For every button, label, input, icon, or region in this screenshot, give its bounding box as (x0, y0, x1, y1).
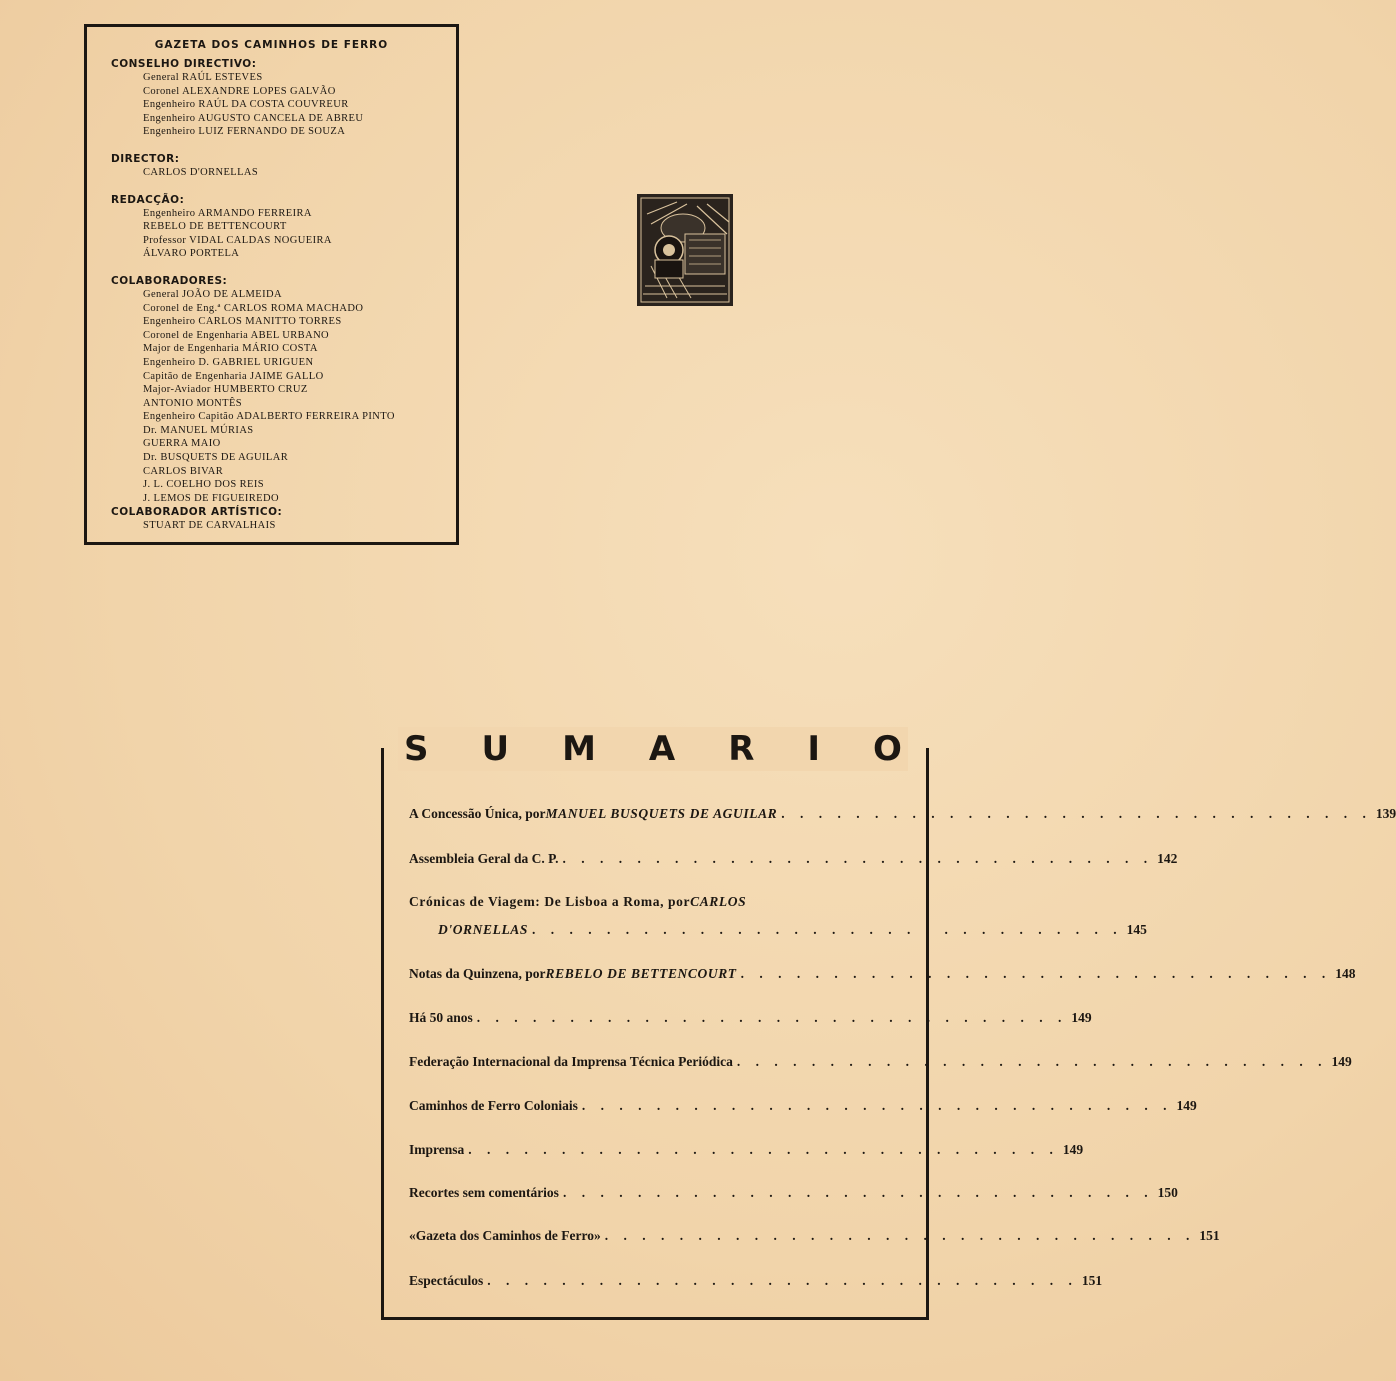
staff-name: Engenheiro RAÚL DA COSTA COUVREUR (143, 99, 349, 111)
staff-name: Major de Engenharia MÁRIO COSTA (143, 343, 318, 355)
sumario-letter: O (873, 729, 902, 769)
toc-leader: . . . . . . . . . . . . . . . . . . . . . . . . . . . . . . . . (781, 806, 1372, 821)
colaborador-artistico-heading: COLABORADOR ARTÍSTICO: (111, 506, 283, 519)
toc-leader: . . . . . . . . . . . . . . . . . . . . . . . . . . . . . . . . (468, 1142, 1059, 1157)
toc-entry[interactable] (409, 806, 1396, 822)
sumario-letter: A (648, 729, 676, 769)
sumario-letter: I (807, 729, 821, 769)
staff-name: STUART DE CARVALHAIS (143, 520, 276, 532)
staff-name: Major-Aviador HUMBERTO CRUZ (143, 384, 308, 396)
toc-page: 139 (1375, 806, 1396, 821)
toc-entry[interactable] (409, 1098, 1197, 1114)
toc-entry[interactable] (409, 1185, 1178, 1201)
toc-entry[interactable] (409, 1273, 1103, 1289)
staff-name: Engenheiro AUGUSTO CANCELA DE ABREU (143, 112, 364, 124)
toc-page: 149 (1062, 1142, 1084, 1157)
toc-entry[interactable] (409, 1010, 1092, 1026)
toc-page: 149 (1071, 1010, 1092, 1025)
staff-name: General JOÃO DE ALMEIDA (143, 288, 282, 300)
toc-title: Há 50 anos (409, 1010, 473, 1025)
toc-title: Federação Internacional da Imprensa Técnica Periódica (409, 1054, 733, 1069)
toc-title: Crónicas de Viagem: De Lisboa a Roma, por (409, 894, 691, 909)
toc-leader: . . . . . . . . . . . . . . . . . . . . . . . . . . . . . . . . (740, 966, 1332, 981)
redaccao-heading: REDACÇÃO: (111, 193, 185, 206)
staff-name: Engenheiro ARMANDO FERREIRA (143, 207, 312, 219)
sumario-title (398, 727, 908, 771)
toc-leader: . . . . . . . . . . . . . . . . . . . . . . . . . . . . . . . . (736, 1054, 1328, 1069)
staff-name: J. LEMOS DE FIGUEIREDO (143, 492, 279, 504)
staff-name: Coronel de Engenharia ABEL URBANO (143, 329, 330, 341)
toc-entry[interactable] (409, 1228, 1220, 1244)
toc-entry-continued[interactable] (438, 922, 1147, 938)
staff-name: Engenheiro D. GABRIEL URIGUEN (143, 356, 314, 368)
toc-page: 145 (1126, 922, 1147, 937)
sumario-letter: S (404, 729, 429, 769)
sumario-letter: M (562, 729, 596, 769)
toc-page: 151 (1199, 1228, 1220, 1243)
toc-leader: . . . . . . . . . . . . . . . . . . . . . . . . . . . . . . . . (487, 1273, 1078, 1288)
artistico-list (143, 519, 456, 533)
conselho-list (143, 71, 456, 139)
staff-name: CARLOS D'ORNELLAS (143, 166, 259, 178)
staff-name: Engenheiro Capitão ADALBERTO FERREIRA PINTO (143, 411, 395, 423)
toc-title: Imprensa (409, 1142, 465, 1157)
conselho-heading: CONSELHO DIRECTIVO: (111, 58, 257, 70)
staff-name: Dr. MANUEL MÚRIAS (143, 424, 254, 436)
toc-title: Caminhos de Ferro Coloniais (409, 1098, 578, 1113)
toc-entry[interactable] (409, 851, 1178, 867)
director-list (143, 166, 456, 180)
toc-leader: . . . . . . . . . . . . . . . . . . . . . . . . . . . . . . . . (562, 851, 1154, 866)
staff-name: REBELO DE BETTENCOURT (143, 221, 287, 233)
toc-page: 149 (1331, 1054, 1352, 1069)
colaboradores-list (143, 288, 456, 506)
staff-name: Engenheiro LUIZ FERNANDO DE SOUZA (143, 126, 346, 138)
toc-title: Espectáculos (409, 1273, 484, 1288)
staff-name: Engenheiro CARLOS MANITTO TORRES (143, 316, 342, 328)
toc-leader: . . . . . . . . . . . . . . . . . . . . . . . . . . . . . . . . (532, 922, 1123, 937)
staff-masthead (84, 24, 459, 545)
director-heading: DIRECTOR: (111, 152, 180, 165)
sumario-letter: U (481, 729, 510, 769)
toc-author: REBELO DE BETTENCOURT (545, 966, 737, 981)
staff-name: GUERRA MAIO (143, 438, 221, 450)
colaboradores-heading: COLABORADORES: (111, 274, 228, 287)
toc-page: 151 (1081, 1273, 1103, 1288)
staff-name: CARLOS BIVAR (143, 465, 224, 477)
staff-name: J. L. COELHO DOS REIS (143, 479, 264, 491)
toc-entry[interactable] (409, 1054, 1352, 1070)
toc-title: Notas da Quinzena, por (409, 966, 546, 981)
staff-name: Capitão de Engenharia JAIME GALLO (143, 370, 324, 382)
toc-leader: . . . . . . . . . . . . . . . . . . . . . . . . . . . . . . . . (604, 1228, 1196, 1243)
staff-name: Coronel de Eng.ª CARLOS ROMA MACHADO (143, 302, 364, 314)
toc-author: MANUEL BUSQUETS DE AGUILAR (545, 806, 778, 821)
toc-page: 142 (1157, 851, 1178, 866)
toc-author: D'ORNELLAS (438, 922, 529, 937)
staff-name: General RAÚL ESTEVES (143, 72, 263, 83)
locomotive-woodcut-icon (637, 194, 733, 306)
toc-entry[interactable] (409, 1142, 1084, 1158)
toc-entry[interactable] (409, 966, 1356, 982)
staff-name: Professor VIDAL CALDAS NOGUEIRA (143, 234, 332, 246)
toc-leader: . . . . . . . . . . . . . . . . . . . . . . . . . . . . . . . . (562, 1185, 1154, 1200)
staff-name: Coronel ALEXANDRE LOPES GALVÃO (143, 85, 336, 97)
toc-leader: . . . . . . . . . . . . . . . . . . . . . . . . . . . . . . . . (581, 1098, 1173, 1113)
toc-title: «Gazeta dos Caminhos de Ferro» (409, 1228, 601, 1243)
redaccao-list (143, 207, 456, 261)
toc-title: Assembleia Geral da C. P. (409, 851, 559, 866)
masthead-title: GAZETA DOS CAMINHOS DE FERRO (154, 39, 389, 51)
toc-title: Recortes sem comentários (409, 1185, 559, 1200)
staff-name: Dr. BUSQUETS DE AGUILAR (143, 452, 289, 464)
toc-page: 149 (1176, 1098, 1197, 1113)
toc-leader: . . . . . . . . . . . . . . . . . . . . . . . . . . . . . . . . (476, 1010, 1068, 1025)
toc-page: 148 (1335, 966, 1356, 981)
toc-title: A Concessão Única, por (409, 806, 546, 821)
toc-page: 150 (1157, 1185, 1178, 1200)
staff-name: ANTONIO MONTÊS (143, 397, 243, 409)
toc-entry[interactable] (409, 894, 903, 910)
toc-author: CARLOS (690, 894, 747, 909)
staff-name: ÁLVARO PORTELA (143, 248, 240, 260)
sumario-letter: R (728, 729, 755, 769)
